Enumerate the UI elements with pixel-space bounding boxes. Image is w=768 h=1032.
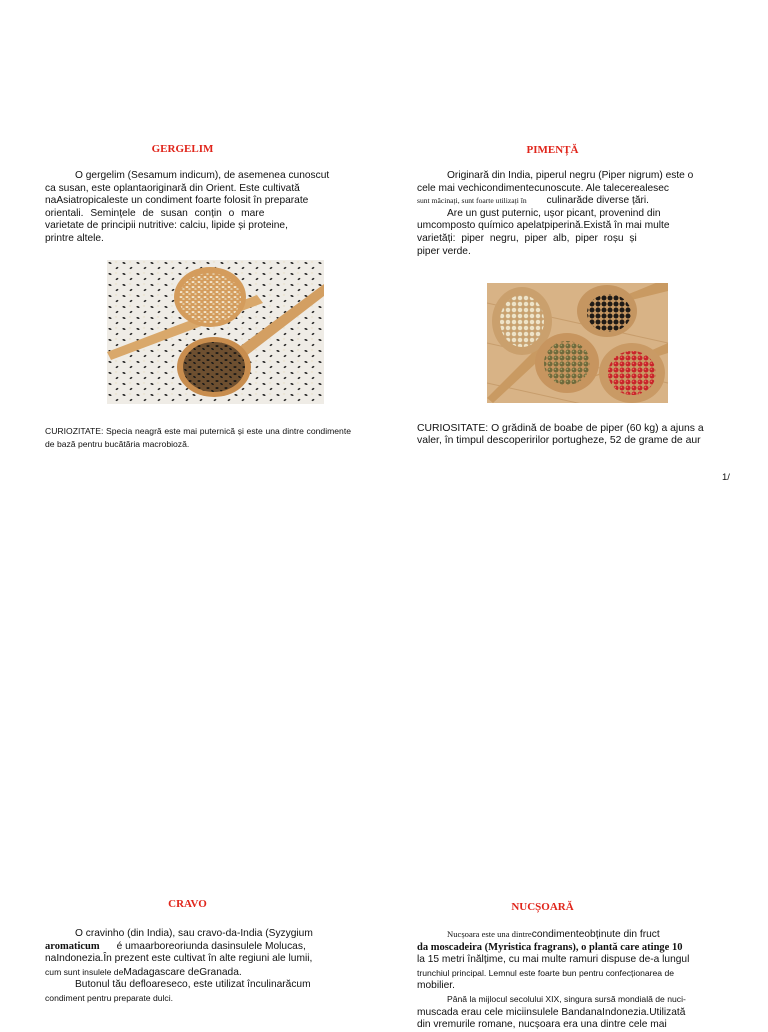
sesame-seeds-image <box>107 260 324 404</box>
pimenta-line-4: Are un gust puternic, ușor picant, provenind din <box>447 207 661 219</box>
nucsoara-line-5: mobilier. <box>417 980 455 992</box>
gergelim-line-4: orientali. Semințele de susan conțin o mare <box>45 207 265 219</box>
cravo-paragraph <box>45 928 365 1006</box>
pimenta-line-1: Originară din India, piperul negru (Piper nigrum) este o <box>447 170 694 181</box>
pimenta-curiosity-text: CURIOSITATE: O grădină de boabe de piper (60 kg) a ajuns a valer, în timpul descoperirilor portugheze, 52 de grame de aur <box>417 423 704 447</box>
gergelim-line-2: ca susan, este oplantaoriginară din Orient. Este cultivată <box>45 182 300 194</box>
cravo-line-1: O cravinho (din India), sau cravo-da-India (Syzygium <box>75 928 313 939</box>
gergelim-curiosity <box>45 425 351 450</box>
nucsoara-paragraph <box>417 928 729 1032</box>
pimenta-paragraph <box>417 170 727 258</box>
pimenta-line-2: cele mai vechicondimentecunoscute. Ale talecerealesec <box>417 182 670 194</box>
cravo-line-4: cum sunt insulele deMadagascare deGranada. <box>45 966 242 978</box>
nucsoara-title: NUCȘOARĂ <box>511 901 574 913</box>
pimenta-line-7: piper verde. <box>417 245 471 257</box>
gergelim-line-1: O gergelim (Sesamum indicum), de asemenea cunoscut <box>75 170 330 181</box>
cravo-title: CRAVO <box>168 898 207 910</box>
gergelim-line-6: printre altele. <box>45 232 104 244</box>
nucsoara-line-6: Până la mijlocul secolului XIX, singura sursă mondială de nuci- <box>447 993 686 1004</box>
gergelim-paragraph <box>45 170 335 246</box>
nucsoara-line-3: la 15 metri înălțime, cu mai multe ramuri dispuse de-a lungul <box>417 954 690 966</box>
nucsoara-line-2: da moscadeira (Myristica fragrans), o plantă care atinge 10 <box>417 941 683 953</box>
pimenta-line-5: umcomposto químico apelatpiperină.Există în mai multe <box>417 220 670 232</box>
peppercorns-image <box>487 283 668 403</box>
cravo-line-3: naIndonezia.În prezent este cultivat în alte regiuni ale lumii, <box>45 953 313 965</box>
pimenta-line-6: varietăți: piper negru, piper alb, piper roșu și <box>417 232 637 244</box>
nucsoara-line-4: trunchiul principal. Lemnul este foarte bun pentru confecționarea de <box>417 967 675 978</box>
gergelim-curiosity-text: CURIOZITATE: Specia neagră este mai puternică și este una dintre condimente de bază pentru bucătăria macrobioză. <box>45 426 351 449</box>
pimenta-line-3: sunt măcinați, sunt foarte utilizați în culinarăde diverse țări. <box>417 195 649 207</box>
page-marker: 1/ <box>722 472 730 483</box>
nucsoara-line-8: din vremurile romane, nucșoara era una dintre cele mai <box>417 1019 667 1031</box>
nucsoara-line-7: muscada erau cele miciinsulele BandanaIndonezia.Utilizată <box>417 1006 686 1018</box>
nucsoara-line-1: Nucșoara este una dintrecondimenteobținute din fruct <box>447 929 660 940</box>
cravo-line-2: aromaticum é umaarboreoriunda dasinsulele Molucas, <box>45 940 306 952</box>
gergelim-line-3: naAsiatropicaleste un condiment foarte folosit în preparate <box>45 195 309 207</box>
cravo-line-6: condiment pentru preparate dulci. <box>45 992 174 1003</box>
gergelim-line-5: varietate de principii nutritive: calciu, lipide și proteine, <box>45 220 288 232</box>
pimenta-title: PIMENȚĂ <box>526 144 579 156</box>
pimenta-curiosity <box>417 423 719 448</box>
gergelim-title: GERGELIM <box>151 143 214 155</box>
cravo-line-5: Butonul tău defloareseco, este utilizat înculinarăcum <box>75 979 311 991</box>
